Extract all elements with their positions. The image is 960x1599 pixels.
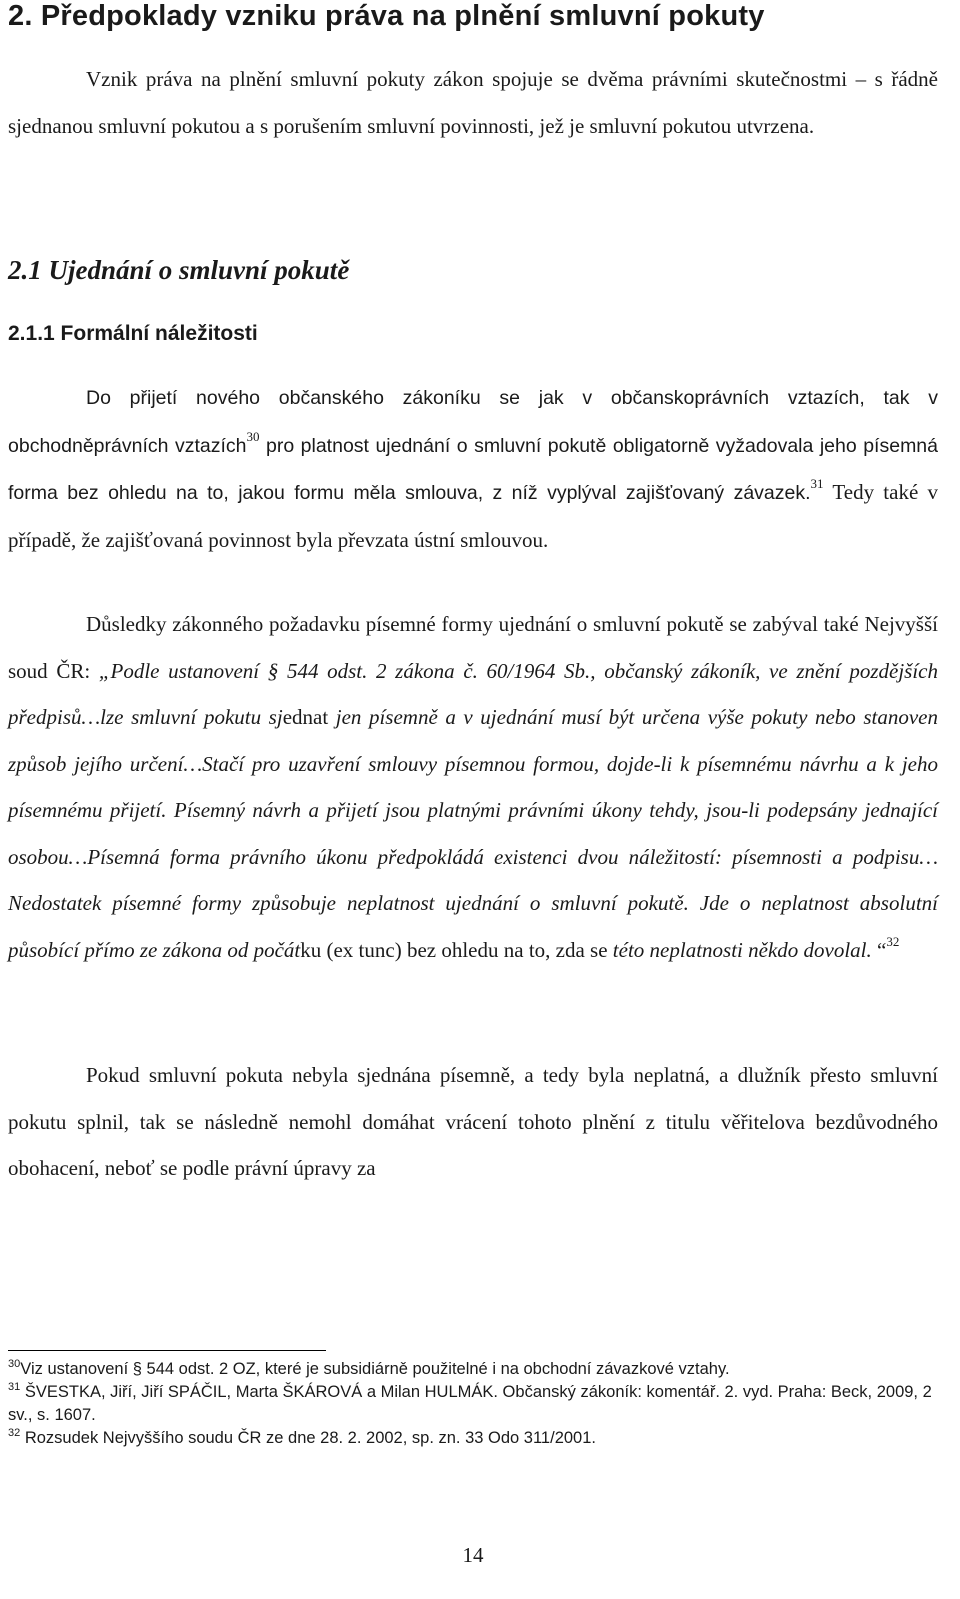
paragraph-supreme-court — [8, 601, 938, 973]
footnotes — [8, 1358, 938, 1450]
paragraph-unjust-enrichment: Pokud smluvní pokuta nebyla sjednána písemně, a tedy byla neplatná, a dlužník přesto smluvní pokutu splnil, tak se následně nemohl domáhat vrácení tohoto plnění z titulu věřitelova bezdůvodného obohacení, neboť se podle právní úpravy za — [8, 1063, 938, 1180]
footnote-number: 30 — [8, 1358, 21, 1370]
footnote-text: Rozsudek Nejvyššího soudu ČR ze dne 28. 2. 2002, sp. zn. 33 Odo 311/2001. — [24, 1429, 596, 1447]
court-quote: „Podle ustanovení § 544 odst. 2 zákona č. 60/1964 Sb., občanský zákoník, ve znění pozdějších předpisů…lze smluvní pokutu sj — [8, 658, 938, 729]
paragraph-text: Důsledky zákonného požadavku písemné formy ujednání o smluvní pokutě se zabýval také Nejvyšší soud ČR: — [8, 612, 938, 683]
chapter-title: 2. Předpoklady vzniku práva na plnění smluvní pokuty — [8, 0, 765, 32]
court-quote: jen písemně a v ujednání musí být určena výše pokuty nebo stanoven způsob jejího určení…Stačí pro uzavření smlouvy písemnou formou, dojde-li k písemnému návrhu a k jeho písemnému přijetí. Písemný návrh a přijetí jsou platnými právními úkony tehdy, jsou-li podepsány jednající osobou…Písemná forma právního úkonu předpokládá existenci dvou náležitostí: písemnosti a podpisu…Nedostatek písemné formy způsobuje neplatnost ujednání o smluvní pokutě. Jde o neplatnost absolutní působící přímo ze zákona od počát — [8, 705, 938, 962]
court-quote-plain: ku (ex tunc) bez ohledu na to, zda se — [300, 937, 613, 962]
paragraph-text: Tedy také v případě, že zajišťovaná povinnost byla převzata ústní smlouvou. — [8, 480, 939, 552]
footnote-ref-32: 32 — [886, 933, 900, 949]
footnote-text: Viz ustanovení § 544 odst. 2 OZ, které je subsidiárně použitelné i na obchodní závazkové vztahy. — [20, 1360, 730, 1378]
court-quote: této neplatnosti někdo dovolal. — [612, 937, 872, 962]
footnote-text: ŠVESTKA, Jiří, Jiří SPÁČIL, Marta ŠKÁROVÁ a Milan HULMÁK. Občanský zákoník: komentář. 2. vyd. Praha: Beck, 2009, 2 sv., s. 1607. — [8, 1383, 932, 1424]
paragraph-text: pro platnost ujednání o smluvní pokutě obligatorně vyžadovala jeho písemná forma bez ohledu na to, jakou formu měla smlouva, z níž vyplýval zajišťovaný závazek. — [8, 434, 938, 504]
paragraph-formal-requirements — [8, 374, 938, 563]
footnote-32 — [8, 1427, 938, 1450]
footnote-separator — [8, 1350, 326, 1351]
footnote-30 — [8, 1358, 938, 1381]
footnote-number: 31 — [8, 1381, 21, 1393]
paragraph-text: Do přijetí nového občanského zákoníku se jak v občanskoprávních vztazích, tak v obchodněprávních vztazích — [8, 387, 938, 457]
page-number: 14 — [462, 1543, 484, 1567]
footnote-ref-31: 31 — [810, 476, 824, 491]
footnote-ref-30: 30 — [246, 428, 260, 444]
footnote-31 — [8, 1381, 938, 1427]
footnote-number: 32 — [8, 1427, 21, 1439]
section-title: 2.1 Ujednání o smluvní pokutě — [8, 255, 350, 285]
intro-paragraph: Vznik práva na plnění smluvní pokuty zákon spojuje se dvěma právními skutečnostmi – s řádně sjednanou smluvní pokutou a s porušením smluvní povinnosti, jež je smluvní pokutou utvrzena. — [8, 67, 938, 138]
quote-end: “ — [871, 937, 887, 962]
subsection-title: 2.1.1 Formální náležitosti — [8, 322, 258, 345]
court-quote-plain: ednat — [282, 705, 329, 729]
